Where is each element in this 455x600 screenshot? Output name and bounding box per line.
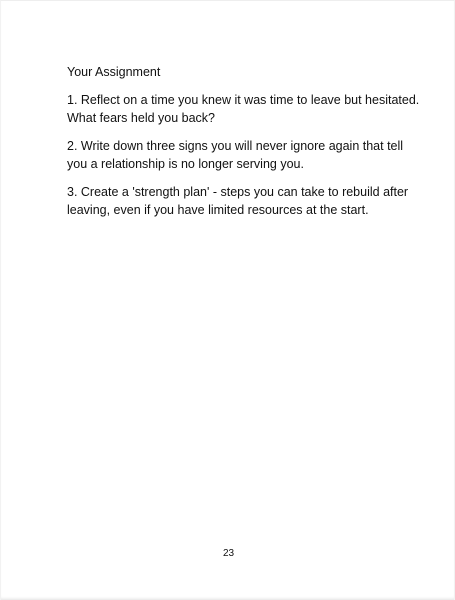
page-number: 23 — [222, 548, 235, 559]
assignment-heading: Your Assignment — [67, 65, 161, 79]
assignment-item-1-line-1: 1. Reflect on a time you knew it was time to leave but hesitated. — [67, 93, 420, 107]
assignment-item-3-line-1: 3. Create a 'strength plan' - steps you can take to rebuild after — [67, 185, 409, 199]
assignment-item-3 — [67, 183, 407, 219]
page-content — [67, 63, 420, 229]
assignment-item-2-line-2: you a relationship is no longer serving you. — [67, 157, 304, 171]
assignment-item-2-line-1: 2. Write down three signs you will never ignore again that tell — [67, 139, 404, 153]
assignment-item-3-line-2: leaving, even if you have limited resources at the start. — [67, 203, 369, 217]
assignment-item-1 — [67, 91, 420, 127]
assignment-item-2 — [67, 137, 407, 173]
assignment-item-1-line-2: What fears held you back? — [67, 111, 215, 125]
